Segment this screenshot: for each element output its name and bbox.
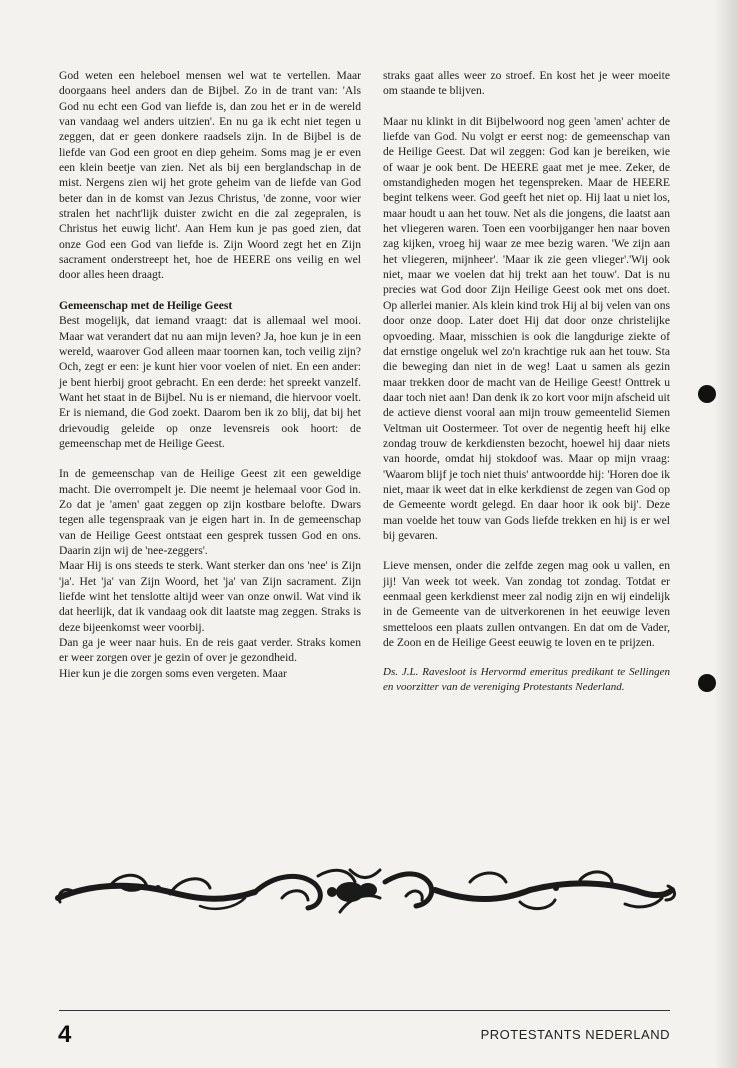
right-paragraph-3: Lieve mensen, onder die zelfde zegen mag ook u vallen, en jij! Van week tot week. Van zondag tot zondag. Totdat er eenmaal geen kerkdienst meer zal nodig zijn en wij eindelijk in de Gemeente van de uitverkorenen in het eeuwige leven smetteloos een plaats zullen ontvangen. En dat om de Vader, de Zoon en de Heilige Geest eeuwig te loven en te prijzen.	[383, 559, 670, 650]
left-paragraph-6: Hier kun je die zorgen soms even vergeten. Maar	[59, 666, 287, 680]
running-title: PROTESTANTS NEDERLAND	[480, 1027, 670, 1042]
binder-hole-bottom	[698, 674, 716, 692]
left-paragraph-2: Best mogelijk, dat iemand vraagt: dat is allemaal wel mooi. Maar wat verandert dat nu aan mijn leven? Ja, hoe kun je in een wereld, waarover God alleen maar toornen kan, toch veilig zijn? Och, zegt er een: je kunt hier voor voelen of niet. En een ander: je bent hierbij groot gebracht. En een derde: het spreekt vanzelf. Want het staat in de Bijbel. Nu is er niemand, die hiervoor voelt. Er is niemand, die God zoekt. Daarom ben ik zo blij, dat bij het drievoudig geleide op onze levensreis ook hoort: de gemeenschap met de Heilige Geest.	[59, 314, 361, 450]
right-column	[383, 68, 670, 695]
binder-hole-top	[698, 385, 716, 403]
right-paragraph-2: Maar nu klinkt in dit Bijbelwoord nog geen 'amen' achter de liefde van God. Nu volgt er eerst nog: de gemeenschap van de Heilige Geest. Dat wil zeggen: God kan je bereiken, wie of waar je ook bent. De HEERE gaat met je mee. Zeker, de omstandigheden mogen het tegenspreken. Maar de HEERE begint telkens weer. God geeft het niet op. Hij laat u niet los, maar houdt u aan het touw. Net als die jongens, die laatst aan het vliegeren waren. Toen een voorbijganger hen naar boven zag kijken, vroeg hij waar ze mee bezig waren. 'We zijn aan het vliegeren, mijnheer'. 'Maar ik zie geen vlieger'.'Wij ook niet, maar we voelen dat hij trekt aan het touw'. Dat is nu precies wat God door Zijn Heilige Geest ook met ons doet. Op allerlei manier. Als klein kind trok Hij al bij velen van ons door onze doop. Later doet Hij dat door onze christelijke opvoeding. Maar, misschien is ook die langdurige ziekte of dat ernstige ongeluk wel zo'n krachtige ruk aan het touw. Sta die beweging dan niet in de weg! Laat u samen als gezin maar trekken door de macht van de Heilige Geest! Onttrek u daar toch niet aan! Dan denk ik zo kort voor mijn afscheid uit de actieve dienst vooral aan mijn trouw gemeentelid Siemen Veltman uit Oostermeer. Tot over de negentig heeft hij elke zondag trouw de kerkdiensten bezocht, hoewel hij daar niets van hoorde, omdat hij stokdoof was. Maar op mijn vraag: 'Waarom blijf je toch niet thuis' antwoordde hij: 'Horen doe ik niet, maar ik weet dat in elke kerkdienst de zegen van God op de Gemeente wordt gelegd. En daar hoor ik ook bij'. Deze man voelde het touw van Gods liefde trekken en hij is er wel bij gevaren.	[383, 114, 670, 542]
section-heading: Gemeenschap met de Heilige Geest	[59, 298, 233, 312]
decorative-scroll-ornament	[50, 862, 680, 918]
author-byline: Ds. J.L. Ravesloot is Hervormd emeritus predikant te Sellingen en voorzitter van de vereniging Protestants Nederland.	[383, 666, 670, 694]
page-number: 4	[58, 1021, 72, 1048]
page-edge-shadow	[714, 0, 738, 1068]
right-paragraph-1: straks gaat alles weer zo stroef. En kost het je weer moeite om staande te blijven.	[383, 69, 670, 98]
left-paragraph-1: God weten een heleboel mensen wel wat te vertellen. Maar doorgaans heel anders dan de Bijbel. Zo in de trant van: 'Als God nu echt een God van liefde is, dan zou het er in de wereld van vandaag wel anders uitzien'. En nu ga ik echt niet tegen u zeggen, dat er geen donkere raadsels zijn. In de Bijbel is de liefde van God een groot en diep geheim. Soms mag je er even een klein beetje van zien. Net als bij een berglandschap in de mist. Nergens zien wij het grote geheim van de liefde van God beter dan in de komst van Jezus Christus, 'de zonne, voor wier stralen het nacht'lijk duister zwicht en die zal zegepralen, is Christus het euwig licht'. Aan Hem kun je pas goed zien, dat onze God een God van liefde is. Zijn Woord zegt het en Zijn sacrament onderstreept het, hoe de HEERE ons veilig en wel door alles heen draagt.	[59, 69, 361, 282]
left-paragraph-3: In de gemeenschap van de Heilige Geest zit een geweldige macht. Die overrompelt je. Die neemt je helemaal voor God in. Zo dat je 'amen' gaat zeggen op zijn kostbare belofte. Dwars tegen alle tegenspraak van je eigen hart in. In de gemeenschap van de Heilige Geest ontstaat een gesprek tussen God en ons. Daarin zijn wij de 'nee-zeggers'.	[59, 467, 361, 557]
left-paragraph-4: Maar Hij is ons steeds te sterk. Want sterker dan ons 'nee' is Zijn 'ja'. Het 'ja' van Zijn Woord, het 'ja' van Zijn sacrament. Zijn liefde wint het tenslotte altijd weer van onze onwil. Wat vind ik dat heerlijk, dat ik vandaag ook dit laatste mag zeggen. Straks is deze bijeenkomst weer voorbij.	[59, 559, 361, 634]
left-paragraph-5: Dan ga je weer naar huis. En de reis gaat verder. Straks komen er weer zorgen over je gezin of over je gezondheid.	[59, 636, 361, 665]
footer-rule	[59, 1010, 670, 1011]
left-column	[59, 68, 361, 681]
